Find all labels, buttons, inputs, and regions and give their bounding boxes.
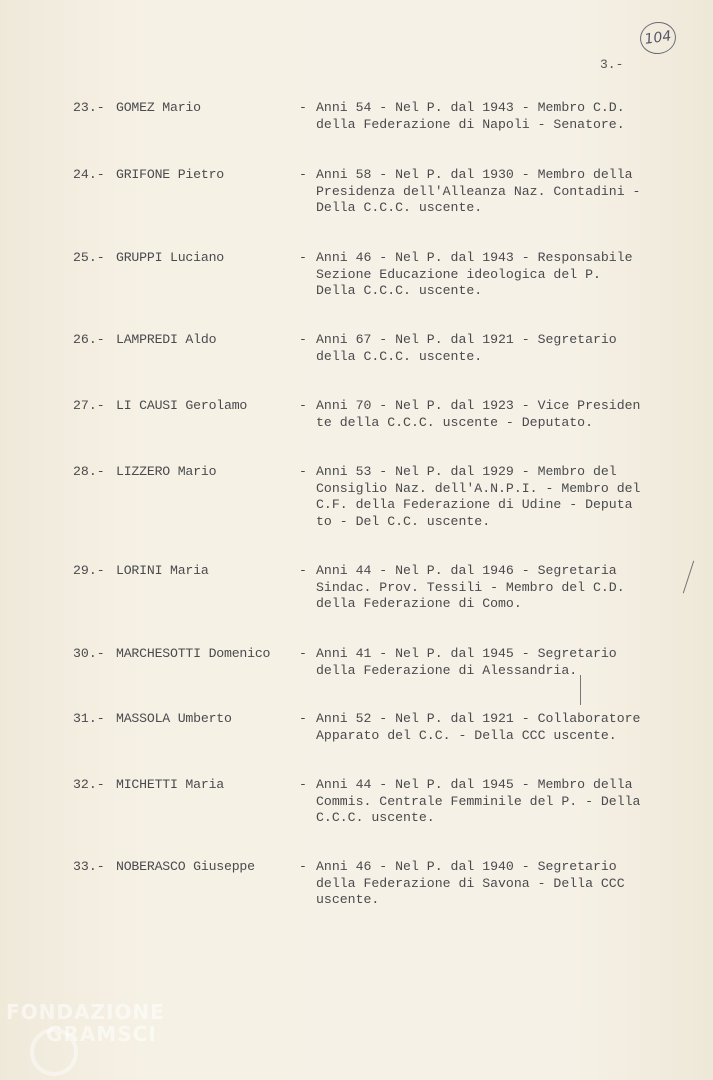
entry-name: NOBERASCO Giuseppe bbox=[116, 859, 255, 874]
entry-line: Anni 67 - Nel P. dal 1921 - Segretario bbox=[316, 332, 617, 347]
entry-description bbox=[316, 332, 686, 365]
entry-name: LI CAUSI Gerolamo bbox=[116, 398, 248, 413]
watermark-line: FONDAZIONE bbox=[6, 1000, 165, 1024]
entry-dash: - bbox=[299, 646, 307, 661]
entry-line: Anni 52 - Nel P. dal 1921 - Collaboratore bbox=[316, 711, 641, 726]
page-number: 3.- bbox=[600, 57, 624, 72]
entry-number: 32.- bbox=[73, 777, 105, 792]
entry-line: to - Del C.C. uscente. bbox=[316, 513, 491, 529]
entry-line: Consiglio Naz. dell'A.N.P.I. - Membro del bbox=[316, 480, 641, 496]
entry-line: Anni 58 - Nel P. dal 1930 - Membro della bbox=[316, 167, 633, 182]
entry-description bbox=[316, 859, 686, 909]
entry-line: C.C.C. uscente. bbox=[316, 810, 435, 825]
entry-name: LORINI Maria bbox=[116, 563, 209, 578]
entry-dash: - bbox=[299, 167, 307, 182]
entry-number: 25.- bbox=[73, 250, 105, 265]
entry-line: Sezione Educazione ideologica del P. bbox=[316, 266, 601, 282]
entry-dash: - bbox=[299, 859, 307, 874]
entry-line: uscente. bbox=[316, 892, 380, 907]
entry-name: GRUPPI Luciano bbox=[116, 250, 224, 265]
entry-name: MASSOLA Umberto bbox=[116, 711, 232, 726]
folio-stamp: 104 bbox=[638, 20, 678, 57]
entry-description bbox=[316, 167, 686, 217]
entry-description bbox=[316, 100, 686, 133]
entry-description bbox=[316, 646, 686, 679]
entry-line: Anni 54 - Nel P. dal 1943 - Membro C.D. bbox=[316, 100, 625, 115]
entry-dash: - bbox=[299, 711, 307, 726]
entry-number: 31.- bbox=[73, 711, 105, 726]
entry-number: 28.- bbox=[73, 464, 105, 479]
entry-line: C.F. della Federazione di Udine - Deputa bbox=[316, 497, 633, 512]
entry-line: della Federazione di Como. bbox=[316, 596, 522, 611]
entry-name: GOMEZ Mario bbox=[116, 100, 201, 115]
entry-dash: - bbox=[299, 332, 307, 347]
entry-dash: - bbox=[299, 250, 307, 265]
entry-name: LIZZERO Mario bbox=[116, 464, 217, 479]
watermark bbox=[6, 1000, 165, 1046]
entry-line: Presidenza dell'Alleanza Naz. Contadini - bbox=[316, 183, 641, 199]
entry-line: della Federazione di Napoli - Senatore. bbox=[316, 116, 625, 132]
entry-dash: - bbox=[299, 563, 307, 578]
entry-line: Anni 53 - Nel P. dal 1929 - Membro del bbox=[316, 464, 617, 479]
entry-dash: - bbox=[299, 777, 307, 792]
entry-dash: - bbox=[299, 464, 307, 479]
pencil-mark bbox=[580, 675, 581, 705]
entry-number: 26.- bbox=[73, 332, 105, 347]
entry-line: della C.C.C. uscente. bbox=[316, 348, 483, 364]
entry-number: 33.- bbox=[73, 859, 105, 874]
entry-line: te della C.C.C. uscente - Deputato. bbox=[316, 414, 593, 430]
entry-description bbox=[316, 563, 686, 613]
entry-description bbox=[316, 398, 686, 431]
entry-description bbox=[316, 250, 686, 300]
entry-line: Anni 70 - Nel P. dal 1923 - Vice Presiden bbox=[316, 398, 641, 413]
entry-number: 29.- bbox=[73, 563, 105, 578]
watermark-line: GRAMSCI bbox=[46, 1022, 157, 1046]
entry-line: Apparato del C.C. - Della CCC uscente. bbox=[316, 727, 617, 743]
entry-name: GRIFONE Pietro bbox=[116, 167, 224, 182]
entry-line: Anni 46 - Nel P. dal 1940 - Segretario bbox=[316, 859, 617, 874]
entry-dash: - bbox=[299, 100, 307, 115]
entry-name: MARCHESOTTI Domenico bbox=[116, 646, 271, 661]
entry-line: Anni 44 - Nel P. dal 1945 - Membro della bbox=[316, 777, 633, 792]
entry-line: della Federazione di Savona - Della CCC bbox=[316, 875, 625, 891]
entry-line: Della C.C.C. uscente. bbox=[316, 200, 483, 215]
entry-number: 30.- bbox=[73, 646, 105, 661]
entry-number: 24.- bbox=[73, 167, 105, 182]
entry-line: della Federazione di Alessandria. bbox=[316, 662, 578, 678]
entry-name: MICHETTI Maria bbox=[116, 777, 224, 792]
entry-line: Commis. Centrale Femminile del P. - Della bbox=[316, 793, 641, 809]
entry-number: 27.- bbox=[73, 398, 105, 413]
entry-name: LAMPREDI Aldo bbox=[116, 332, 217, 347]
entry-number: 23.- bbox=[73, 100, 105, 115]
entry-line: Della C.C.C. uscente. bbox=[316, 283, 483, 298]
entry-line: Anni 44 - Nel P. dal 1946 - Segretaria bbox=[316, 563, 617, 578]
entry-description bbox=[316, 777, 686, 827]
entry-dash: - bbox=[299, 398, 307, 413]
entry-description bbox=[316, 711, 686, 744]
entry-line: Sindac. Prov. Tessili - Membro del C.D. bbox=[316, 579, 625, 595]
entry-line: Anni 46 - Nel P. dal 1943 - Responsabile bbox=[316, 250, 633, 265]
entry-description bbox=[316, 464, 686, 530]
entry-line: Anni 41 - Nel P. dal 1945 - Segretario bbox=[316, 646, 617, 661]
